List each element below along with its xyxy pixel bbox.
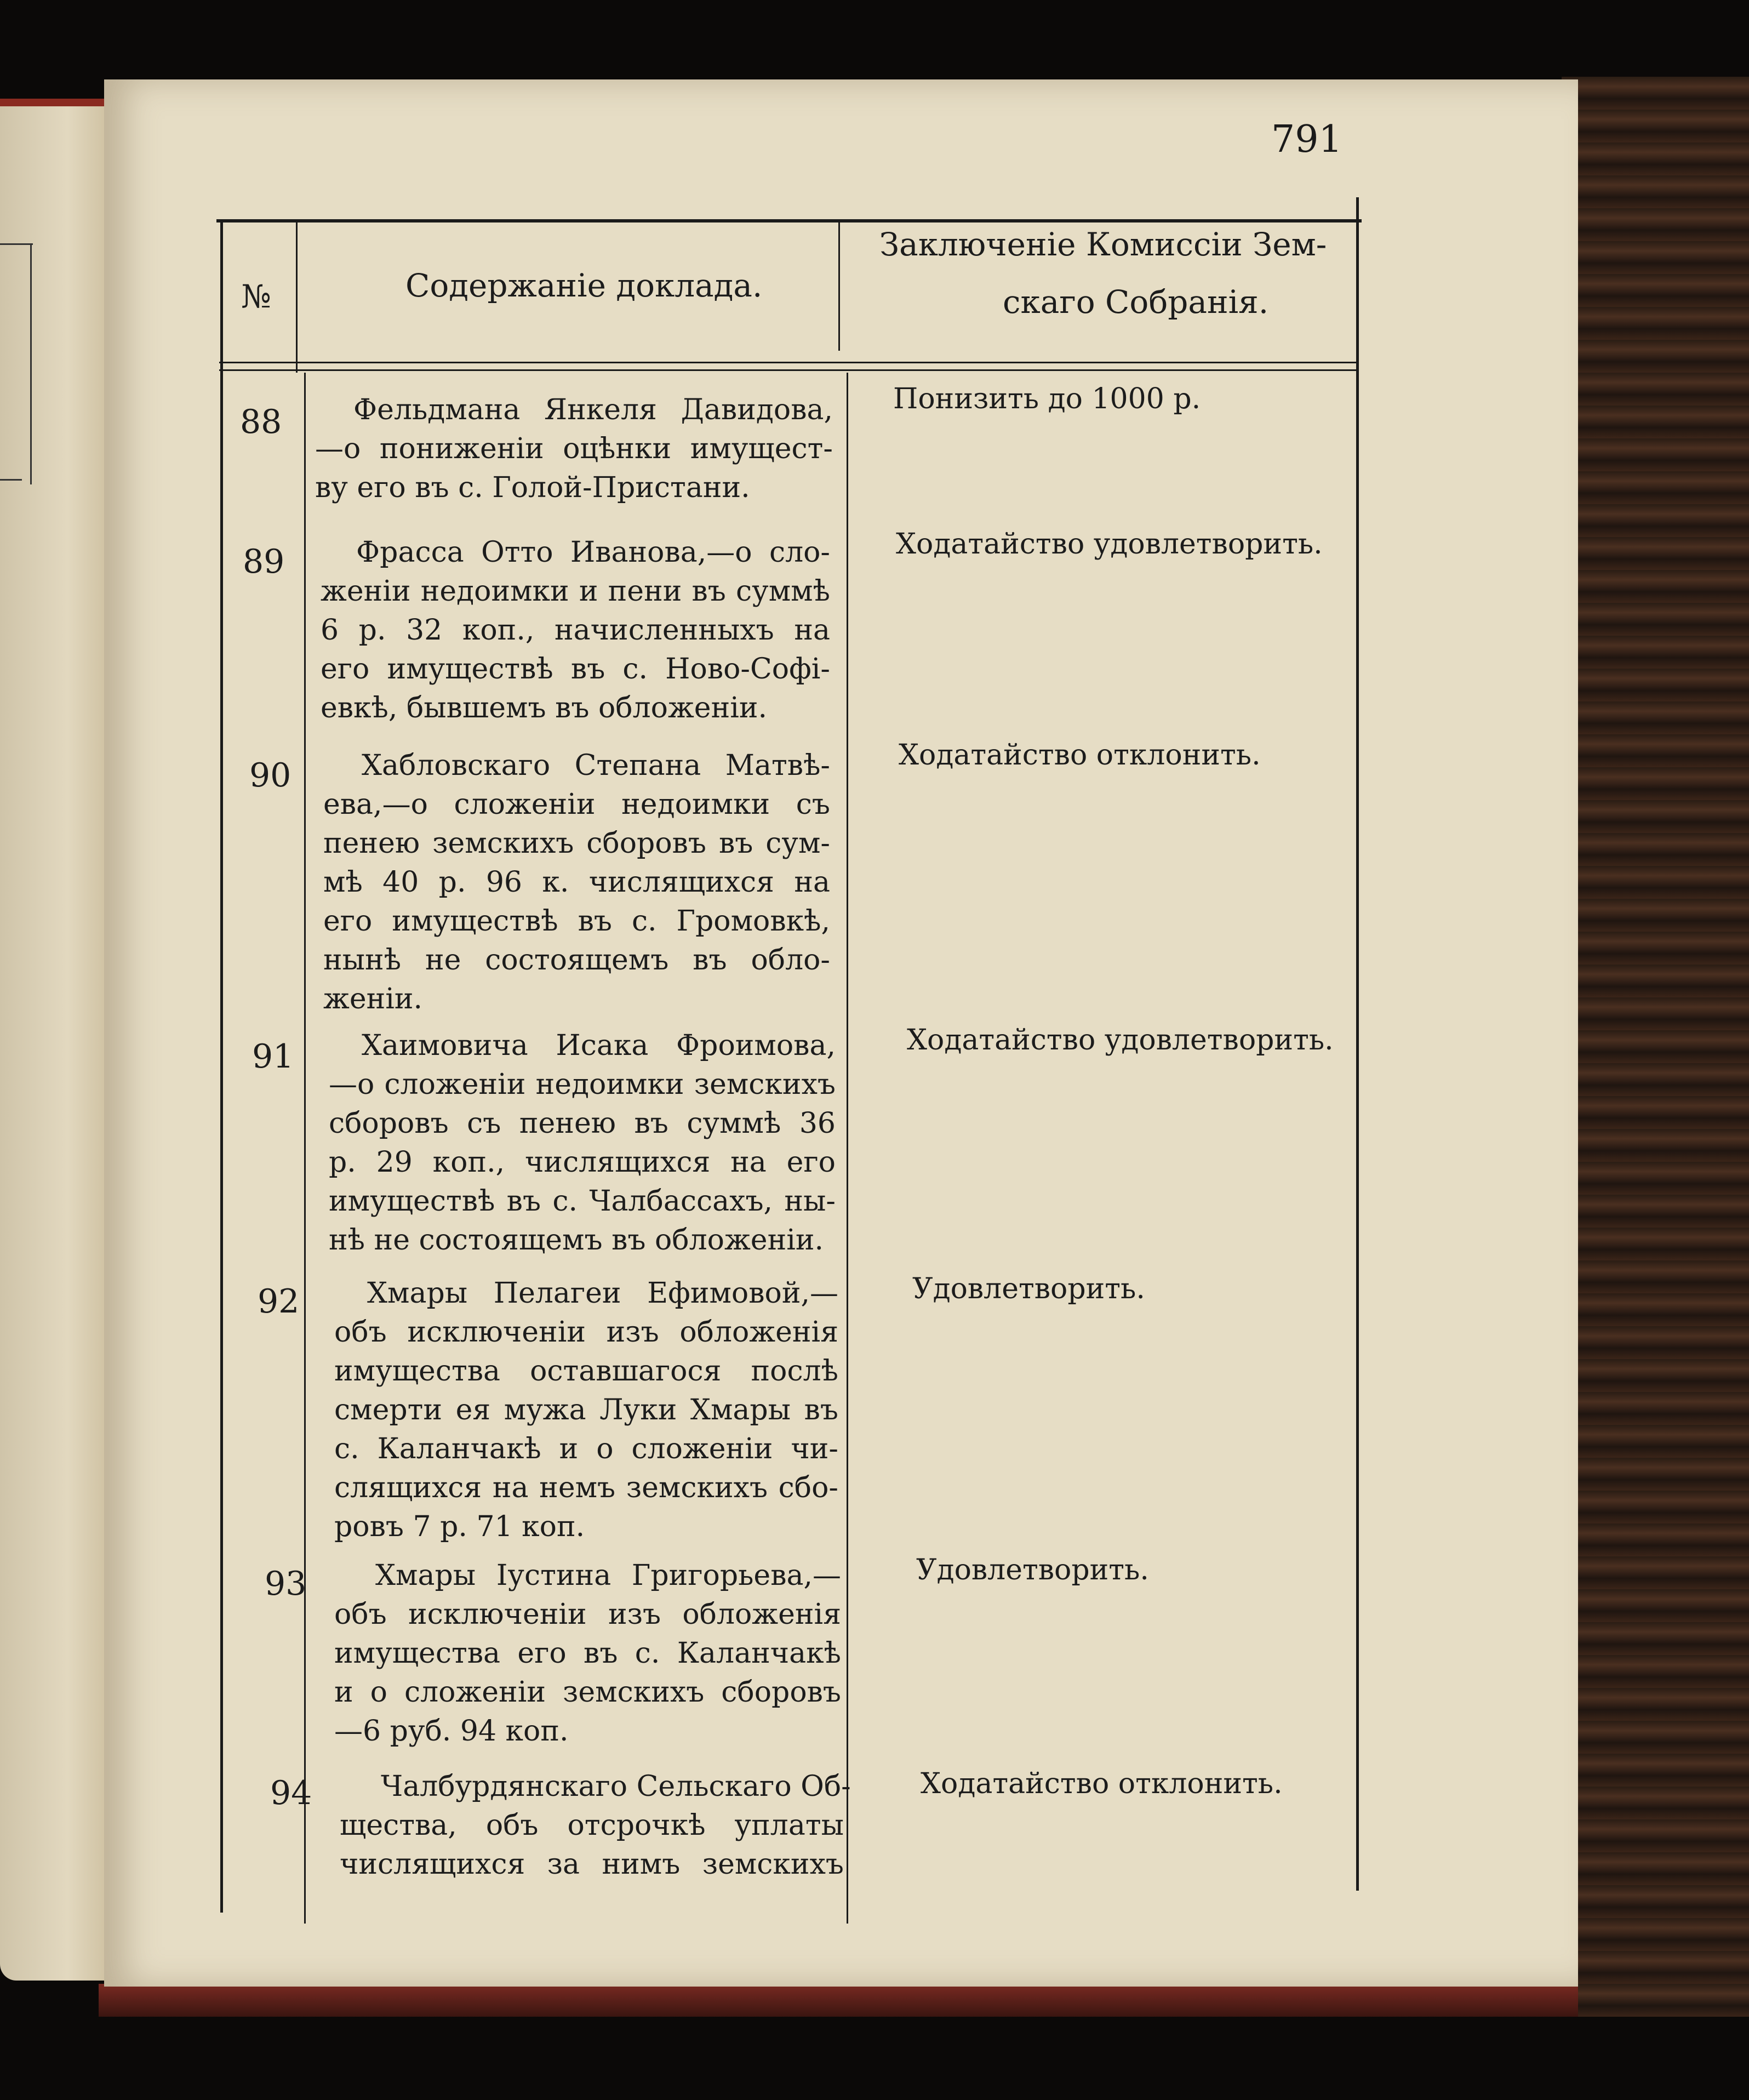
previous-page-rule	[0, 243, 33, 245]
row-conclusion: Ходатайство удовлетворить.	[896, 528, 1323, 561]
column-rule	[296, 219, 298, 373]
row-conclusion: Ходатайство удовлетворить.	[907, 1024, 1334, 1057]
header-bottom-rule	[219, 369, 1359, 371]
header-bottom-rule	[219, 362, 1359, 363]
row-content: Фрасса Отто Иванова,—о сло- женіи недоимки и пени въ суммѣ 6 р. 32 коп., начисленныхъ на его имуществѣ въ с. Ново-Софі- евкѣ, бывшемъ въ обложеніи.	[321, 536, 830, 724]
header-number-col: №	[241, 278, 271, 315]
previous-page-rule	[0, 479, 22, 481]
page-number: 791	[1271, 118, 1342, 161]
row-content: Фельдмана Янкеля Давидова, —о пониженіи оцѣнки имущест- ву его въ с. Голой-Пристани.	[315, 393, 833, 504]
row-number: 92	[258, 1282, 300, 1321]
row-content: Чалбурдянскаго Сельскаго Об- щества, объ отсрочкѣ уплаты числящихся за нимъ земскихъ	[340, 1770, 851, 1881]
column-rule	[838, 219, 840, 351]
book-binding	[1562, 77, 1749, 2017]
table-left-rule	[220, 219, 223, 1913]
row-conclusion: Удовлетворить.	[912, 1272, 1145, 1305]
row-conclusion: Ходатайство отклонить.	[921, 1767, 1283, 1800]
previous-page-rule	[30, 243, 32, 484]
row-conclusion: Ходатайство отклонить.	[899, 739, 1261, 772]
row-content: Хабловскаго Степана Матвѣ- ева,—о сложеніи недоимки съ пенею земскихъ сборовъ въ сум- мѣ 40 р. 96 к. числящихся на его имуществѣ въ с. Громовкѣ, нынѣ не состоящемъ въ обло- женіи.	[323, 749, 830, 1015]
table-right-rule	[1356, 197, 1359, 1891]
row-number: 88	[240, 403, 282, 441]
row-content: Хмары Пелагеи Ефимовой,— объ исключеніи изъ обложенія имущества оставшагося послѣ смерти ея мужа Луки Хмары въ с. Каланчакѣ и о сложеніи чи- слящихся на немъ земскихъ сбо- ровъ 7 р. 71 коп.	[334, 1277, 838, 1543]
previous-page-edge	[0, 99, 112, 1981]
row-conclusion: Понизить до 1000 р.	[893, 383, 1201, 415]
row-content: Хмары Іустина Григорьева,— объ исключеніи изъ обложенія имущества его въ с. Каланчакѣ и о сложеніи земскихъ сборовъ —6 руб. 94 коп.	[334, 1559, 841, 1748]
book-bottom-edge	[99, 1984, 1578, 2017]
row-conclusion: Удовлетворить.	[916, 1554, 1149, 1587]
header-content-col: Содержаніе доклада.	[405, 267, 763, 304]
row-number: 89	[243, 543, 285, 581]
header-conclusion-col-line1: Заключеніе Комиссіи Зем-	[879, 226, 1327, 263]
row-number: 93	[265, 1565, 307, 1603]
header-conclusion-col-line2: скаго Собранія.	[1003, 283, 1269, 321]
row-number: 90	[249, 756, 292, 795]
row-number: 94	[270, 1774, 312, 1812]
row-number: 91	[252, 1037, 294, 1076]
row-content: Хаимовича Исака Фроимова, —о сложеніи недоимки земскихъ сборовъ съ пенею въ суммѣ 36 р. 29 коп., числящихся на его имуществѣ въ с. Чалбассахъ, ны- нѣ не состоящемъ въ обложеніи.	[329, 1029, 836, 1257]
column-rule	[304, 373, 306, 1924]
column-rule	[847, 373, 848, 1924]
